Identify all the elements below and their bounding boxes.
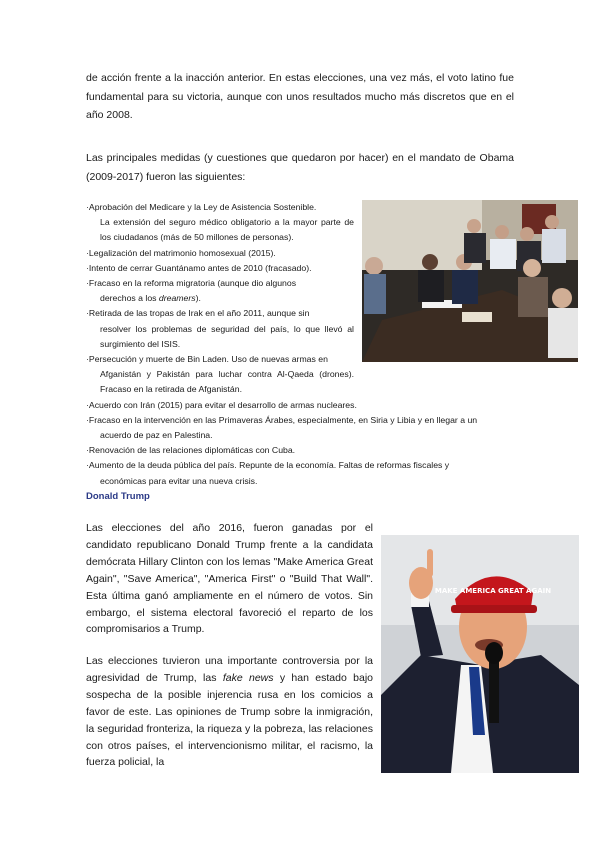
- donald-trump-photo: [381, 535, 579, 773]
- list-item: ·Intento de cerrar Guantánamo antes de 2010 (fracasado).: [86, 262, 312, 273]
- list-item: ·Fracaso en la intervención en las Primaveras Árabes, especialmente, en Siria y Libia y en llegar a un acuerdo de paz en Palestina.: [86, 414, 478, 441]
- trump-paragraph-2: Las elecciones tuvieron una importante controversia por la agresividad de Trump, las fake news y han estado bajo sospecha de la posible injerencia rusa en los comicios a favor de este. Las opiniones de Trump sobre la inmigración, la seguridad fronteriza, la riqueza y la pobreza, las relaciones con otros países, el intervencionismo militar, el racismo, la fuerza policial, la: [86, 655, 373, 769]
- obama-summary-paragraph: Las principales medidas (y cuestiones que quedaron por hacer) en el mandato de Obama (2009-2017) fueron las siguientes:: [86, 152, 514, 183]
- list-item: ·Persecución y muerte de Bin Laden. Uso de nuevas armas en Afganistán y Pakistán para luchar contra Al-Qaeda (drones). Fracaso en la retirada de Afganistán.: [86, 354, 354, 395]
- section-heading-donald-trump: Donald Trump: [86, 491, 150, 502]
- list-item: ·Acuerdo con Irán (2015) para evitar el desarrollo de armas nucleares.: [86, 399, 357, 410]
- list-item: ·Legalización del matrimonio homosexual (2015).: [86, 247, 276, 258]
- list-item: ·Aprobación del Medicare y la Ley de Asistencia Sostenible. La extensión del seguro médico obligatorio a la mayor parte de los ciudadanos (más de 50 millones de personas).: [86, 202, 354, 243]
- list-item: ·Renovación de las relaciones diplomáticas con Cuba.: [86, 445, 296, 456]
- intro-paragraph: de acción frente a la inacción anterior. En estas elecciones, una vez más, el voto latino fue fundamental para su victoria, aunque con unos resultados mucho más discretos que en el año 2008.: [86, 72, 514, 121]
- list-item: ·Retirada de las tropas de Irak en el año 2011, aunque sin resolver los problemas de seguridad del país, lo que llevó al surgimiento del ISIS.: [86, 308, 354, 349]
- trump-paragraph-1: Las elecciones del año 2016, fueron ganadas por el candidato republicano Donald Trump frente a la candidata demócrata Hillary Clinton con los lemas "Make America Great Again", "Save America", "America First" o "Build That Wall". Esta última ganó ampliamente en el número de votos. Sin embargo, el sistema electoral favoreció el reparto de los compromisarios a Trump.: [86, 522, 373, 636]
- list-item: ·Fracaso en la reforma migratoria (aunque dio algunos derechos a los dreamers).: [86, 278, 297, 304]
- situation-room-photo: [362, 200, 578, 362]
- cap-slogan: MAKE AMERICA GREAT AGAIN: [434, 587, 552, 595]
- list-item: ·Aumento de la deuda pública del país. Repunte de la economía. Faltas de reformas fiscales y económicas para evitar una nueva crisis.: [86, 460, 450, 486]
